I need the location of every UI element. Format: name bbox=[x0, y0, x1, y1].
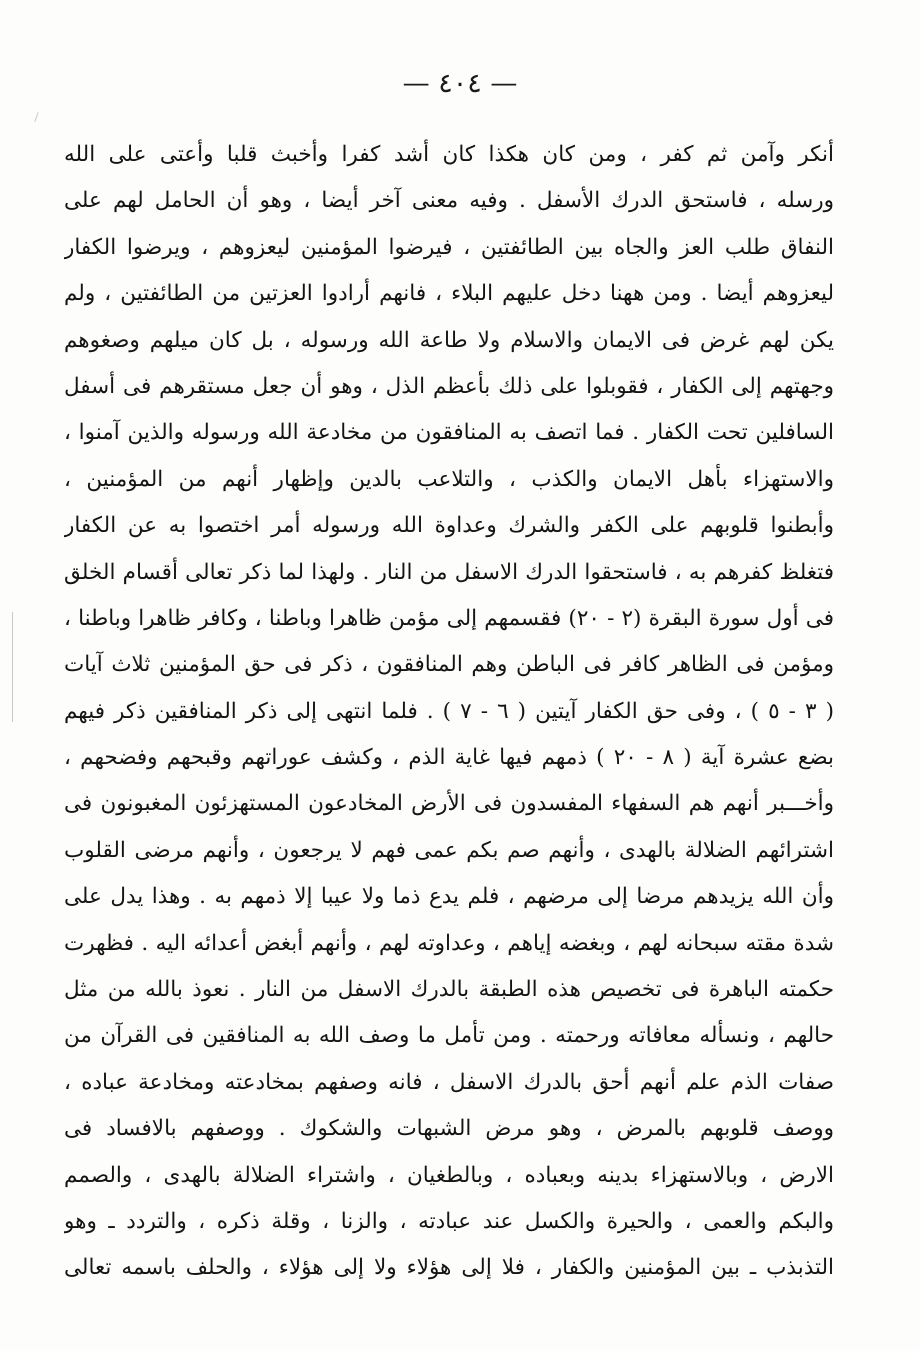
scan-mark bbox=[34, 112, 38, 122]
text-line: وجهتهم إلى الكفار ، فقوبلوا على ذلك بأعظم الذل ، وهو أن جعل مستقرهم فى أسفل bbox=[64, 373, 834, 399]
text-line: فتغلظ كفرهم به ، فاستحقوا الدرك الاسفل من النار . ولهذا لما ذكر تعالى أقسام الخلق bbox=[64, 559, 834, 585]
text-line: صفات الذم علم أنهم أحق بالدرك الاسفل ، فانه وصفهم بمخادعته ومخادعة عباده ، bbox=[64, 1069, 834, 1095]
text-line: شدة مقته سبحانه لهم ، وبغضه إياهم ، وعداوته لهم ، وأنهم أبغض أعدائه اليه . فظهرت bbox=[64, 930, 834, 956]
text-line: بضع عشرة آية ( ٨ - ٢٠ ) ذمهم فيها غاية الذم ، وكشف عوراتهم وقبحهم وفضحهم ، bbox=[64, 745, 834, 771]
text-line: حالهم ، ونسأله معافاته ورحمته . ومن تأمل ما وصف الله به المنافقين فى القرآن من bbox=[64, 1023, 834, 1049]
text-line: السافلين تحت الكفار . فما اتصف به المنافقون من مخادعة الله ورسوله والذين آمنوا ، bbox=[64, 420, 834, 446]
text-line: التذبذب ـ بين المؤمنين والكفار ، فلا إلى هؤلاء ولا إلى هؤلاء ، والحلف باسمه تعالى bbox=[64, 1255, 834, 1281]
text-line: الارض ، وبالاستهزاء بدينه وبعباده ، وبالطغيان ، واشتراء الضلالة بالهدى ، والصمم bbox=[64, 1162, 834, 1188]
text-line: وأبطنوا قلوبهم على الكفر والشرك وعداوة الله ورسوله أمر اختصوا به عن الكفار bbox=[64, 513, 834, 539]
scan-mark bbox=[12, 612, 13, 722]
text-line: أنكر وآمن ثم كفر ، ومن كان هكذا كان أشد كفرا وأخبث قلبا وأعتى على الله bbox=[64, 142, 834, 167]
text-line: ورسله ، فاستحق الدرك الأسفل . وفيه معنى آخر أيضا ، وهو أن الحامل لهم على bbox=[64, 188, 834, 214]
text-line: النفاق طلب العز والجاه بين الطائفتين ، فيرضوا المؤمنين ليعزوهم ، ويرضوا الكفار bbox=[64, 234, 834, 260]
text-line: ( ٣ - ٥ ) ، وفى حق الكفار آيتين ( ٦ - ٧ ) . فلما انتهى إلى ذكر المنافقين ذكر فيهم bbox=[64, 698, 834, 724]
text-line: وأن الله يزيدهم مرضا إلى مرضهم ، فلم يدع ذما ولا عيبا إلا ذمهم به . وهذا يدل على bbox=[64, 884, 834, 910]
text-line: والبكم والعمى ، والحيرة والكسل عند عبادته ، والزنا ، وقلة ذكره ، والتردد ـ وهو bbox=[64, 1208, 834, 1234]
text-line: ليعزوهم أيضا . ومن ههنا دخل عليهم البلاء ، فانهم أرادوا العزتين من الطائفتين ، ولم bbox=[64, 281, 834, 307]
text-line: ومؤمن فى الظاهر كافر فى الباطن وهم المنافقون ، ذكر فى حق المؤمنين ثلاث آيات bbox=[64, 652, 834, 678]
text-line: حكمته الباهرة فى تخصيص هذه الطبقة بالدرك الاسفل من النار . نعوذ بالله من مثل bbox=[64, 977, 834, 1003]
text-line: فى أول سورة البقرة (٢ - ٢٠) فقسمهم إلى مؤمن ظاهرا وباطنا ، وكافر ظاهرا وباطنا ، bbox=[64, 605, 834, 631]
body-text bbox=[64, 132, 834, 1292]
text-line: يكن لهم غرض فى الايمان والاسلام ولا طاعة الله ورسوله ، بل كان ميلهم وصغوهم bbox=[64, 327, 834, 353]
text-line: والاستهزاء بأهل الايمان والكذب ، والتلاعب بالدين وإظهار أنهم من المؤمنين ، bbox=[64, 466, 834, 492]
text-line: اشترائهم الضلالة بالهدى ، وأنهم صم بكم عمى فهم لا يرجعون ، وأنهم مرضى القلوب bbox=[64, 837, 834, 863]
text-line: وأخـــبر أنهم هم السفهاء المفسدون فى الأرض المخادعون المستهزئون المغبونون فى bbox=[64, 791, 834, 817]
text-line: ووصف قلوبهم بالمرض ، وهو مرض الشبهات والشكوك . ووصفهم بالافساد فى bbox=[64, 1116, 834, 1142]
page-number: — ٤٠٤ — bbox=[402, 68, 518, 99]
